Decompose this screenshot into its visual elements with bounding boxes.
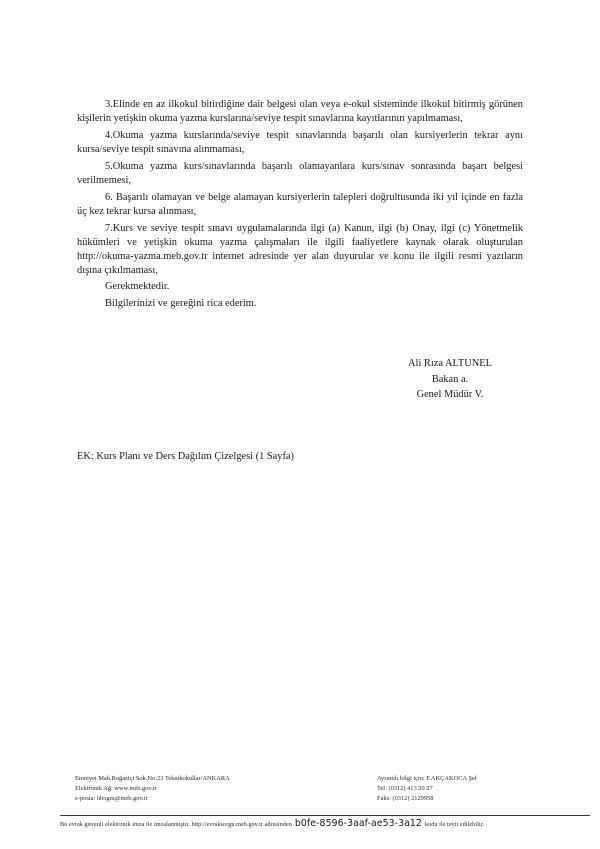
footer-address-column xyxy=(75,774,230,805)
footer-website-line: Elektronik Ağ: www.meb.gov.tr xyxy=(75,785,157,793)
esignature-prefix-text: Bu evrak güvenli elektronik imza ile imzalanmıştır. http://evraksorgu.meb.gov.tr adresinden xyxy=(60,821,292,828)
paragraph-4: 4.Okuma yazma kurslarında/seviye tespit sınavlarında başarılı olan kursiyerlerin tekrar aynı kursa/seviye tespit sınavına alınmaması, xyxy=(77,129,523,156)
paragraph-6: 6. Başarılı olamayan ve belge alamayan kursiyerlerin talepleri doğrultusunda iki yıl içinde en fazla üç kez tekrar kursa alınması, xyxy=(77,191,523,217)
closing-line-request: Bilgilerinizi ve gereğini rica ederim. xyxy=(105,297,257,309)
esignature-notice xyxy=(60,819,592,829)
signatory-name: Ali Rıza ALTUNEL xyxy=(408,358,492,369)
signature-block xyxy=(360,356,540,403)
document-body xyxy=(77,98,523,312)
footer-email-line: e-posta: hbogm@meb.gov.tr xyxy=(75,795,148,803)
paragraph-7: 7.Kurs ve seviye tespit sınavı uygulamalarında ilgi (a) Kanun, ilgi (b) Onay, ilgi (c) Yönetmelik hükümleri ve yetişkin okuma yazma çalışmaları ile ilgili faaliyetlere kaynak olarak oluşturulan http://okuma-yazma.meb.gov.tr internet adresinde yer alan duyurular ve konu ile ilgili resmi yazıların dışına çıkılmaması, xyxy=(77,222,523,277)
attachment-note: EK: Kurs Planı ve Ders Dağılım Çizelgesi (1 Sayfa) xyxy=(77,451,295,462)
esignature-verification-code: b0fe-8596-3aaf-ae53-3a12 xyxy=(294,818,422,829)
closing-line-required: Gerekmektedir. xyxy=(105,281,170,293)
footer-contact-person-line: Ayrıntılı bilgi için: F.AKÇAKOCA Şef xyxy=(377,775,477,782)
paragraph-5: 5.Okuma yazma kurs/sınavlarında başarılı olamayanlara kurs/sınav sonrasında başarı belgesi verilmemesi, xyxy=(77,160,523,187)
esignature-suffix-text: kodu ile teyit edilebilir. xyxy=(424,821,484,828)
footer-address-line: Emniyet Mah.Boğaziçi Sok.No:23 Teknikokullar/ANKARA xyxy=(75,775,230,782)
paragraph-3: 3.Elinde en az ilkokul bitirdiğine dair belgesi olan veya e-okul sisteminde ilkokul bitirmiş görünen kişilerin yetişkin okuma yazma kurslarına/seviye tespit sınavlarına kayıtlarının yapılmaması, xyxy=(77,99,523,125)
footer-phone-line: Tel: (0312) 413 20 27 xyxy=(377,785,433,793)
footer-contact-column xyxy=(377,774,477,805)
signatory-on-behalf: Bakan a. xyxy=(431,373,469,385)
signatory-title: Genel Müdür V. xyxy=(416,389,484,401)
footer-divider xyxy=(60,815,590,816)
footer-fax-line: Faks: (0312) 2129958 xyxy=(377,795,434,803)
